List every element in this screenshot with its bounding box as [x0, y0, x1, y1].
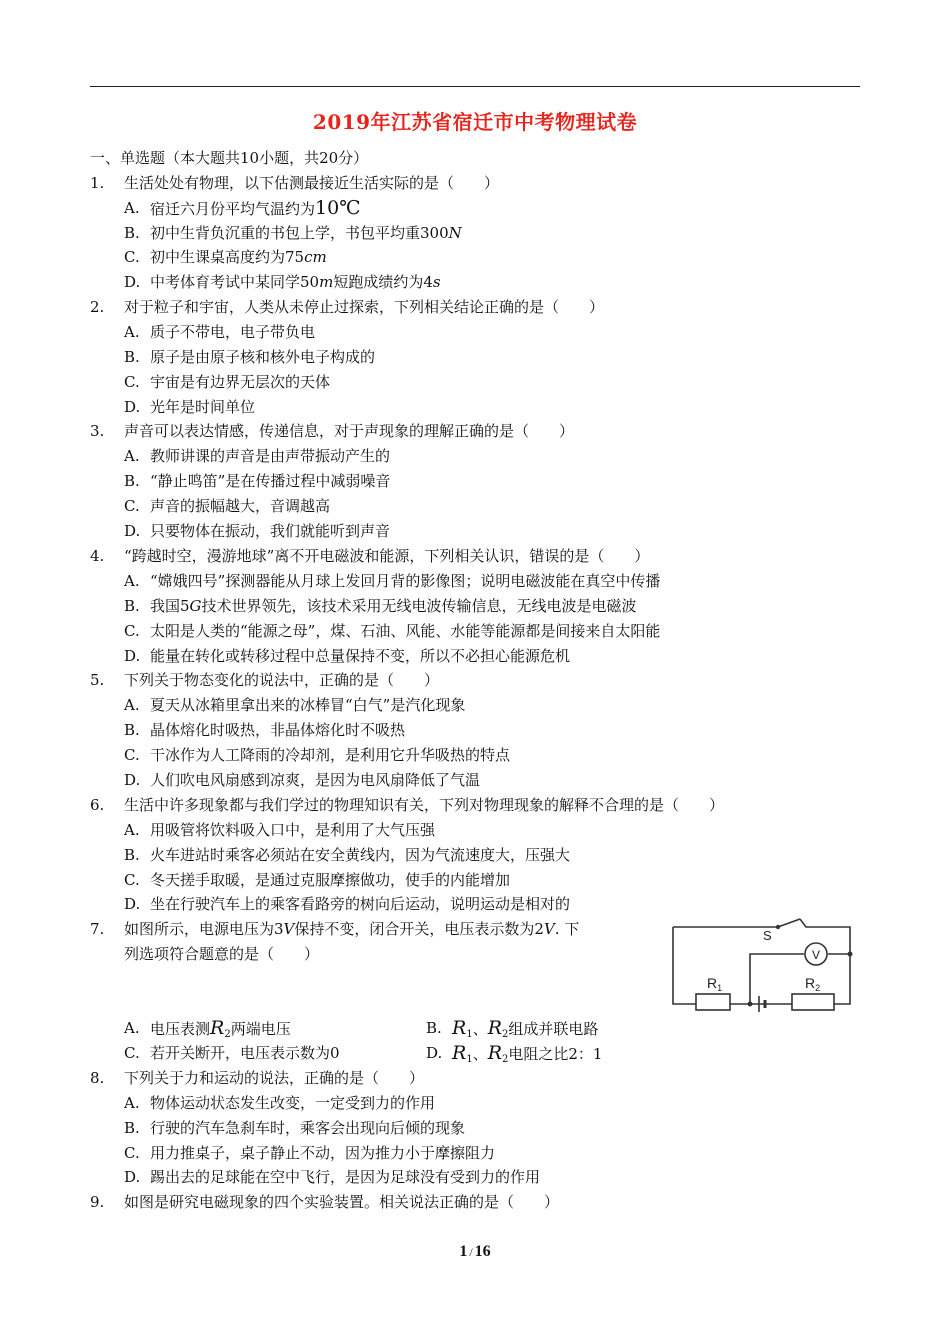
option-text: 声音的振幅越大，音调越高 — [150, 497, 331, 515]
symbol: R — [452, 1017, 467, 1039]
option-b — [124, 1117, 465, 1139]
r2-label: $R_2$ — [805, 975, 821, 993]
option-text: 宇宙是有边界无层次的天体 — [150, 373, 331, 391]
option-c — [124, 371, 330, 393]
question-stem: 声音可以表达情感，传递信息，对于声现象的理解正确的是（ ） — [124, 422, 575, 440]
question-stem: 下列关于物态变化的说法中，正确的是（ ） — [124, 671, 440, 689]
option-b — [124, 719, 405, 741]
symbol: R — [487, 1017, 503, 1039]
total-pages: 16 — [474, 1243, 491, 1260]
option-text: 光年是时间单位 — [150, 398, 256, 416]
unit: cm — [304, 248, 327, 266]
option-label: D. — [124, 895, 141, 913]
option-label: D. — [124, 771, 141, 789]
option-text: 火车进站时乘客必须站在安全黄线内，因为气流速度大，压强大 — [150, 846, 571, 864]
option-label: C. — [124, 1144, 140, 1162]
option-text: 若开关断开，电压表示数为0 — [150, 1044, 340, 1062]
option-label: A. — [124, 821, 140, 839]
option-label: D. — [124, 273, 141, 291]
option-label: D. — [124, 647, 141, 665]
page-separator: / — [469, 1245, 473, 1259]
voltmeter-label: V — [812, 948, 821, 962]
option-b — [124, 470, 390, 492]
symbol: R — [487, 1042, 503, 1064]
option-c — [124, 495, 330, 517]
option-c — [124, 869, 510, 891]
question-number: 6. — [90, 796, 105, 814]
option-label: A. — [124, 696, 140, 714]
option-a — [124, 694, 465, 716]
question-stem: 下列关于力和运动的说法，正确的是（ ） — [124, 1069, 425, 1087]
separator: 、 — [472, 1020, 488, 1038]
option-c — [124, 620, 660, 642]
option-label: A. — [124, 323, 140, 341]
option-c — [124, 1142, 495, 1164]
option-d — [426, 1042, 602, 1071]
question-number: 8. — [90, 1069, 105, 1087]
header-rule — [90, 86, 860, 87]
option-label: A. — [124, 447, 140, 465]
switch-contact — [776, 925, 780, 929]
option-label: C. — [124, 248, 140, 266]
subscript: 1 — [466, 1054, 473, 1065]
option-d — [124, 1166, 540, 1188]
option-label: C. — [124, 373, 140, 391]
unit: m — [319, 273, 334, 291]
question-stem — [124, 918, 579, 940]
option-d — [124, 769, 480, 791]
option-a — [124, 819, 435, 841]
question-stem: 生活处处有物理，以下估测最接近生活实际的是（ ） — [124, 174, 500, 192]
option-b — [124, 595, 637, 617]
option-text: 只要物体在振动，我们就能听到声音 — [150, 522, 391, 540]
option-text: 冬天搓手取暖，是通过克服摩擦做功，使手的内能增加 — [150, 871, 511, 889]
question-stem-continued: 列选项符合题意的是（ ） — [124, 945, 320, 963]
option-a — [124, 1092, 435, 1114]
option-label: B. — [124, 348, 140, 366]
stem-text: 如图所示，电源电压为3 — [124, 920, 284, 938]
option-text: 人们吹电风扇感到凉爽，是因为电风扇降低了气温 — [150, 771, 481, 789]
circuit-diagram — [668, 912, 858, 1012]
unit: V — [543, 920, 555, 938]
option-d — [124, 645, 570, 667]
option-d — [124, 396, 255, 418]
junction-node — [748, 1002, 753, 1007]
section-heading: 一、单选题（本大题共10小题，共20分） — [90, 149, 369, 167]
option-label: B. — [124, 846, 140, 864]
unit: G — [189, 597, 202, 615]
option-b — [124, 222, 462, 244]
option-text: 电阻之比2：1 — [508, 1045, 603, 1063]
question-number: 5. — [90, 671, 105, 689]
option-a — [124, 197, 360, 220]
page-number — [0, 1243, 950, 1261]
question-stem: “跨越时空，漫游地球”离不开电磁波和能源，下列相关认识，错误的是（ ） — [124, 547, 650, 565]
switch-label: S — [763, 928, 772, 943]
resistor-r2 — [792, 994, 834, 1010]
option-label: B. — [124, 472, 140, 490]
separator: 、 — [472, 1045, 488, 1063]
question-stem: 如图是研究电磁现象的四个实验装置。相关说法正确的是（ ） — [124, 1193, 560, 1211]
option-label: B. — [124, 1119, 140, 1137]
subscript: 2 — [502, 1054, 509, 1065]
option-text: 宿迁六月份平均气温约为 — [150, 200, 316, 218]
stem-text: 保持不变，闭合开关，电压表示数为2 — [294, 920, 544, 938]
r1-label: $R_1$ — [707, 975, 723, 993]
option-text: 踢出去的足球能在空中飞行，是因为足球没有受到力的作用 — [150, 1168, 541, 1186]
option-text: 教师讲课的声音是由声带振动产生的 — [150, 447, 391, 465]
current-page: 1 — [459, 1243, 468, 1260]
question-number: 9. — [90, 1193, 105, 1211]
option-text: 晶体熔化时吸热，非晶体熔化时不吸热 — [150, 721, 406, 739]
option-label: A. — [124, 1094, 140, 1112]
symbol: R — [210, 1017, 225, 1039]
option-value: 10℃ — [315, 197, 361, 219]
option-label: C. — [124, 1044, 140, 1062]
option-text: 初中生背负沉重的书包上学，书包平均重300 — [150, 224, 449, 242]
option-a — [124, 321, 315, 343]
option-label: A. — [124, 199, 140, 217]
option-text: 短跑成绩约为4 — [333, 273, 433, 291]
junction-node — [848, 952, 853, 957]
option-c — [124, 1042, 340, 1064]
switch-blade — [778, 919, 800, 927]
option-text: 原子是由原子核和核外电子构成的 — [150, 348, 376, 366]
option-label: B. — [124, 224, 140, 242]
question-stem: 生活中许多现象都与我们学过的物理知识有关，下列对物理现象的解释不合理的是（ ） — [124, 796, 725, 814]
resistor-r1 — [696, 994, 730, 1010]
option-label: C. — [124, 622, 140, 640]
option-c — [124, 744, 510, 766]
option-text: 坐在行驶汽车上的乘客看路旁的树向后运动，说明运动是相对的 — [150, 895, 571, 913]
subscript: 1 — [466, 1029, 473, 1040]
option-text: “嫦娥四号”探测器能从月球上发回月背的影像图；说明电磁波能在真空中传播 — [150, 572, 661, 590]
option-text: 行驶的汽车急刹车时，乘客会出现向后倾的现象 — [150, 1119, 466, 1137]
option-b — [124, 844, 570, 866]
question-stem: 对于粒子和宇宙，人类从未停止过探索，下列相关结论正确的是（ ） — [124, 298, 605, 316]
question-number: 2. — [90, 298, 105, 316]
option-label: B. — [426, 1019, 442, 1037]
option-label: A. — [124, 1019, 140, 1037]
page-title: 2019年江苏省宿迁市中考物理试卷 — [312, 110, 638, 134]
option-text: 干冰作为人工降雨的冷却剂，是利用它升华吸热的特点 — [150, 746, 511, 764]
option-label: C. — [124, 746, 140, 764]
option-text: 能量在转化或转移过程中总量保持不变，所以不必担心能源危机 — [150, 647, 571, 665]
option-text: 中考体育考试中某同学50 — [150, 273, 320, 291]
option-label: C. — [124, 497, 140, 515]
option-text: 太阳是人类的“能源之母”，煤、石油、风能、水能等能源都是间接来自太阳能 — [150, 622, 661, 640]
stem-text: . 下 — [554, 920, 580, 938]
question-number: 3. — [90, 422, 105, 440]
unit: V — [283, 920, 295, 938]
option-text: 用吸管将饮料吸入口中，是利用了大气压强 — [150, 821, 436, 839]
option-d — [124, 520, 390, 542]
option-label: D. — [124, 1168, 141, 1186]
option-label: C. — [124, 871, 140, 889]
option-text: 电压表测 — [150, 1020, 211, 1038]
option-label: D. — [124, 522, 141, 540]
unit: N — [448, 224, 462, 242]
option-text: 质子不带电，电子带负电 — [150, 323, 316, 341]
option-label: D. — [124, 398, 141, 416]
option-text: 组成并联电路 — [508, 1020, 599, 1038]
option-a — [124, 445, 390, 467]
option-label: D. — [426, 1044, 443, 1062]
option-text: 夏天从冰箱里拿出来的冰棒冒“白气”是汽化现象 — [150, 696, 466, 714]
option-a — [124, 570, 660, 592]
option-d — [124, 271, 441, 293]
question-number: 4. — [90, 547, 105, 565]
option-c — [124, 246, 327, 268]
option-d — [124, 893, 570, 915]
option-label: B. — [124, 721, 140, 739]
option-text: 技术世界领先，该技术采用无线电波传输信息，无线电波是电磁波 — [201, 597, 637, 615]
option-text: 我国5 — [150, 597, 190, 615]
option-text: 物体运动状态发生改变，一定受到力的作用 — [150, 1094, 436, 1112]
subscript: 2 — [224, 1029, 231, 1040]
option-b — [124, 346, 375, 368]
subscript: 2 — [502, 1029, 509, 1040]
question-number: 1. — [90, 174, 105, 192]
symbol: R — [452, 1042, 467, 1064]
option-label: B. — [124, 597, 140, 615]
question-number: 7. — [90, 920, 105, 938]
option-text: 两端电压 — [230, 1020, 291, 1038]
option-text: 用力推桌子，桌子静止不动，因为推力小于摩擦阻力 — [150, 1144, 496, 1162]
option-label: A. — [124, 572, 140, 590]
option-text: “静止鸣笛”是在传播过程中减弱噪音 — [150, 472, 391, 490]
option-text: 初中生课桌高度约为75 — [150, 248, 305, 266]
unit: s — [432, 273, 441, 291]
